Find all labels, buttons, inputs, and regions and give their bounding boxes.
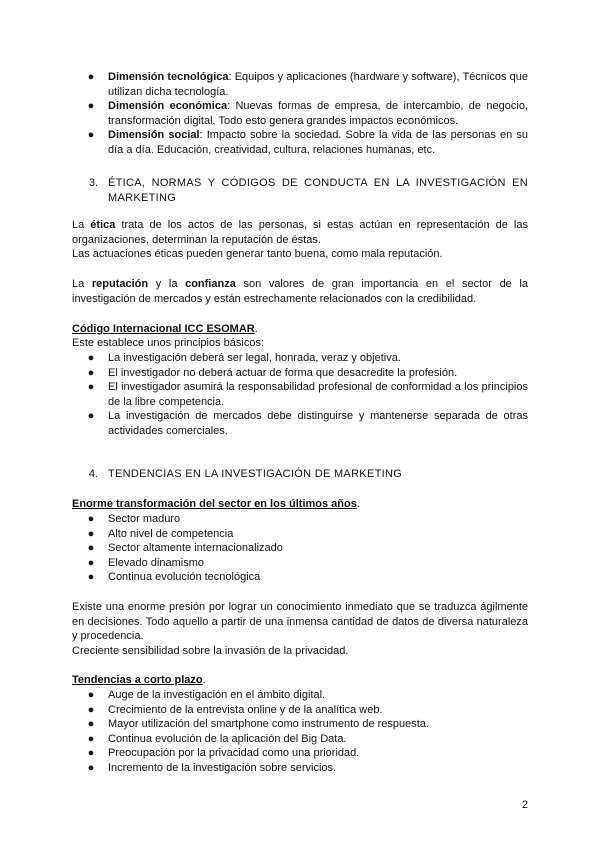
bullet-icon: ● [87,571,95,583]
list-item: ● Sector altamente internacionalizado [87,542,283,554]
bullet-icon: ● [87,542,95,554]
page-number: 2 [521,799,528,811]
bullet-icon: ● [87,366,95,379]
list-item: ● Elevado dinamismo [87,556,204,569]
bullet-icon: ● [87,703,95,716]
list-item: ● Preocupación por la privacidad como una prioridad. [87,747,360,759]
list-item: ● El investigador asumirá la responsabilidad profesional de conformidad a los principios de la libre competencia. [87,381,528,408]
section-3-heading: 3. ÉTICA, NORMAS Y CÓDIGOS DE CONDUCTA EN LA INVESTIGACIÓN EN MARKETING [88,177,528,204]
bullet-icon: ● [87,71,95,83]
list-item: ● Auge de la investigación en el ámbito digital. [87,689,326,701]
bullet-icon: ● [87,718,95,730]
sector-list [72,512,528,585]
list-item: ● Dimensión social: Impacto sobre la sociedad. Sobre la vida de las personas en su día a día. Educación, creatividad, cultura, relaciones humanas, etc. [87,129,528,156]
bullet-icon: ● [87,556,95,569]
subsection-title: Tendencias a corto plazo. [72,674,206,686]
bullet-icon: ● [87,747,95,759]
list-item: ● Dimensión económica: Nuevas formas de empresa, de intercambio, de negocio, transformación digital. Todo esto genera grandes impactos económicos. [87,100,528,127]
trends-list [72,688,528,775]
bullet-icon: ● [87,100,95,112]
list-item: ● Alto nivel de competencia [87,527,234,540]
list-item: ● Sector maduro [87,513,181,525]
subsection-title: Enorme transformación del sector en los últimos años. [72,498,360,510]
list-item: ● Crecimiento de la entrevista online y de la analítica web. [87,703,383,716]
section-4-heading: 4. TENDENCIAS EN LA INVESTIGACIÓN DE MARKETING [88,468,403,480]
bullet-icon: ● [87,732,95,745]
code-title: Código Internacional ICC ESOMAR. [72,323,258,335]
reputation-paragraph: La reputación y la confianza son valores de gran importancia en el sector de la investigación de mercados y están estrechamente relacionados con la credibilidad. [72,278,528,305]
dimensions-list [72,70,528,157]
bullet-icon: ● [87,513,95,525]
list-item: ● Incremento de la investigación sobre servicios. [87,761,337,774]
bullet-icon: ● [87,129,95,141]
list-item: ● Continua evolución de la aplicación del Big Data. [87,732,347,745]
list-item: ● Continua evolución tecnológica [87,571,261,583]
list-item: ● La investigación de mercados debe distinguirse y mantenerse separada de otras actividades comerciales. [87,410,528,437]
bullet-icon: ● [87,352,95,364]
principles-list [72,351,528,438]
pressure-paragraph: Existe una enorme presión por lograr un conocimiento inmediato que se traduzca ágilmente en decisiones. Todo aquello a partir de una inmensa cantidad de datos de diversa naturaleza y procedencia. Creciente sensibilidad sobre la invasión de la privacidad. [72,601,528,657]
list-item: ● Dimensión tecnológica: Equipos y aplicaciones (hardware y software), Técnicos que utilizan dicha tecnología. [87,71,528,98]
ethics-paragraph: La ética trata de los actos de las personas, si estas actúan en representación de las organizaciones, determinan la reputación de éstas. Las actuaciones éticas pueden generar tanto buena, como mala reputación. [72,219,528,260]
list-item: ● El investigador no deberá actuar de forma que desacredite la profesión. [87,366,458,379]
list-item: ● La investigación deberá ser legal, honrada, veraz y objetiva. [87,352,401,364]
bullet-icon: ● [87,381,95,393]
list-item: ● Mayor utilización del smartphone como instrumento de respuesta. [87,718,429,730]
bullet-icon: ● [87,527,95,540]
bullet-icon: ● [87,761,95,774]
code-intro: Este establece unos principios básicos: [72,337,264,349]
bullet-icon: ● [87,410,95,422]
bullet-icon: ● [87,689,95,701]
